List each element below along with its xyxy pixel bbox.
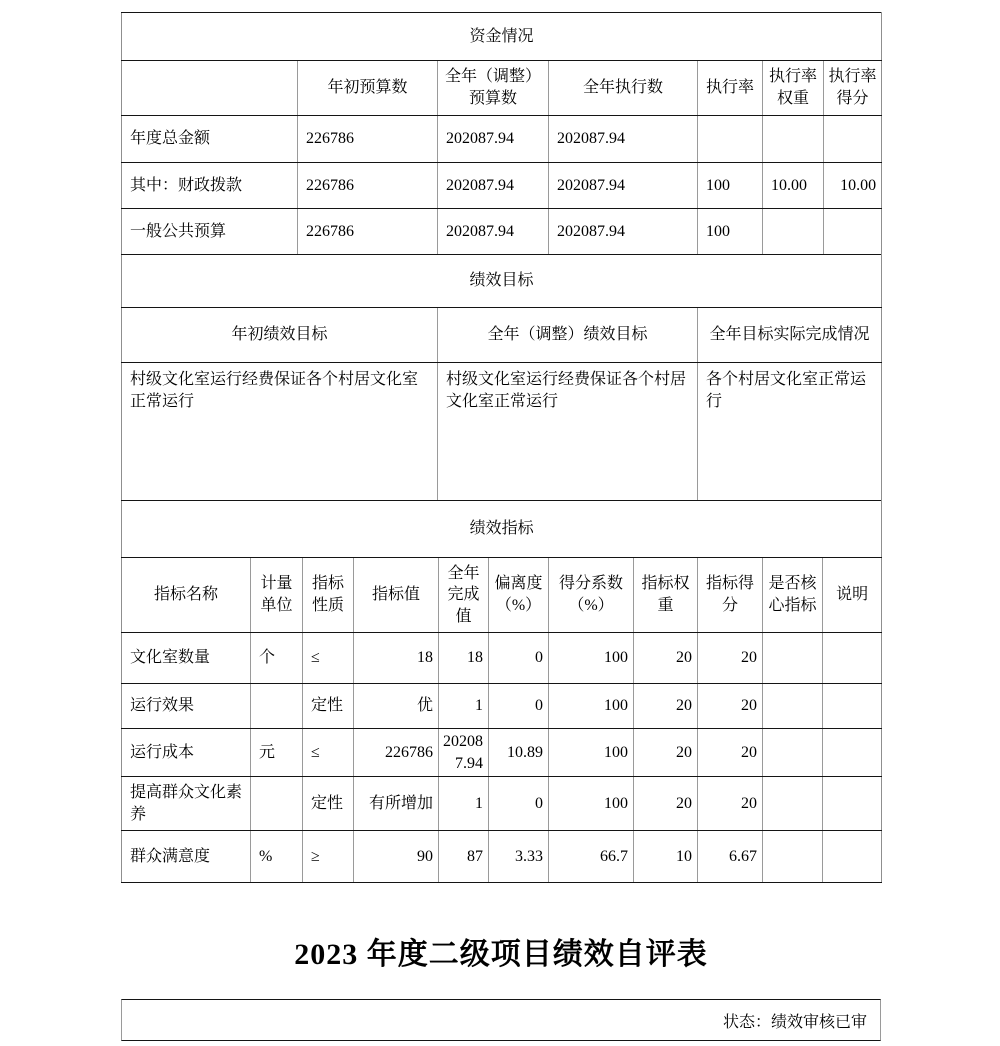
- indicator-row-public-satisfaction: [122, 831, 882, 883]
- cell: 20: [698, 633, 763, 684]
- funds-row-fiscal-allocation: [122, 163, 882, 209]
- cell: 100: [549, 633, 634, 684]
- funds-col-header-initial-budget: 年初预算数: [298, 61, 438, 116]
- funds-row-general-public-budget: [122, 209, 882, 255]
- row-label: 年度总金额: [122, 116, 298, 163]
- cell: [763, 116, 824, 163]
- cell: 100: [698, 209, 763, 255]
- cell: 10.89: [489, 729, 549, 777]
- cell: 226786: [298, 209, 438, 255]
- cell: 6.67: [698, 831, 763, 883]
- cell: [763, 729, 823, 777]
- ind-col-header-note: 说明: [823, 558, 882, 633]
- cell: 226786: [298, 163, 438, 209]
- cell: 18: [354, 633, 439, 684]
- cell: 87: [439, 831, 489, 883]
- cell: [824, 116, 882, 163]
- cell: 1: [439, 777, 489, 831]
- row-label: 提高群众文化素养: [122, 777, 251, 831]
- indicators-section-title-row: [122, 501, 882, 558]
- cell: [823, 729, 882, 777]
- cell: 个: [251, 633, 303, 684]
- cell: 20: [698, 777, 763, 831]
- ind-col-header-score-coef: 得分系数（%）: [549, 558, 634, 633]
- cell: ≤: [303, 633, 354, 684]
- funds-table: [121, 12, 882, 255]
- goals-section-title: 绩效目标: [122, 255, 882, 308]
- goals-content-row: [122, 363, 882, 501]
- cell: 定性: [303, 777, 354, 831]
- goals-col-header-actual: 全年目标实际完成情况: [698, 308, 882, 363]
- ind-col-header-deviation: 偏离度（%）: [489, 558, 549, 633]
- funds-col-header-exec-rate: 执行率: [698, 61, 763, 116]
- goal-actual-text: 各个村居文化室正常运行: [698, 363, 882, 501]
- status-bar: [121, 999, 881, 1041]
- cell: 有所增加: [354, 777, 439, 831]
- cell: 100: [698, 163, 763, 209]
- cell: 20: [634, 729, 698, 777]
- cell: 元: [251, 729, 303, 777]
- row-label: 运行效果: [122, 684, 251, 729]
- cell: [763, 831, 823, 883]
- indicator-row-operation-cost: [122, 729, 882, 777]
- cell: 3.33: [489, 831, 549, 883]
- indicators-table: [121, 500, 882, 883]
- funds-col-header-executed: 全年执行数: [549, 61, 698, 116]
- cell: [763, 209, 824, 255]
- row-label: 运行成本: [122, 729, 251, 777]
- cell: ≥: [303, 831, 354, 883]
- cell: [251, 684, 303, 729]
- goals-section-title-row: [122, 255, 882, 308]
- indicators-header-row: [122, 558, 882, 633]
- cell: [824, 209, 882, 255]
- cell: 202087.94: [549, 116, 698, 163]
- cell: 0: [489, 633, 549, 684]
- funds-section-title: 资金情况: [122, 13, 882, 61]
- ind-col-header-core: 是否核心指标: [763, 558, 823, 633]
- cell: 202087.94: [439, 729, 489, 777]
- row-label: 其中：财政拨款: [122, 163, 298, 209]
- cell: 定性: [303, 684, 354, 729]
- status-text: 状态：绩效审核已审: [722, 1013, 867, 1031]
- cell: 20: [634, 777, 698, 831]
- cell: [698, 116, 763, 163]
- cell: 优: [354, 684, 439, 729]
- funds-col-header-adjusted-budget: 全年（调整）预算数: [438, 61, 549, 116]
- cell: 1: [439, 684, 489, 729]
- indicators-section-title: 绩效指标: [122, 501, 882, 558]
- ind-col-header-score: 指标得分: [698, 558, 763, 633]
- cell: 10: [634, 831, 698, 883]
- goals-col-header-initial: 年初绩效目标: [122, 308, 438, 363]
- cell: 0: [489, 684, 549, 729]
- funds-col-header-exec-rate-score: 执行率得分: [824, 61, 882, 116]
- indicator-row-operation-effect: [122, 684, 882, 729]
- ind-col-header-unit: 计量单位: [251, 558, 303, 633]
- goals-table: [121, 254, 882, 501]
- ind-col-header-target: 指标值: [354, 558, 439, 633]
- cell: 0: [489, 777, 549, 831]
- indicator-row-cultural-literacy: [122, 777, 882, 831]
- ind-col-header-nature: 指标性质: [303, 558, 354, 633]
- cell: %: [251, 831, 303, 883]
- cell: [823, 777, 882, 831]
- row-label: 群众满意度: [122, 831, 251, 883]
- cell: [251, 777, 303, 831]
- goals-header-row: [122, 308, 882, 363]
- cell: 90: [354, 831, 439, 883]
- cell: ≤: [303, 729, 354, 777]
- goals-col-header-adjusted: 全年（调整）绩效目标: [438, 308, 698, 363]
- cell: 18: [439, 633, 489, 684]
- cell: 202087.94: [438, 116, 549, 163]
- cell: 202087.94: [438, 209, 549, 255]
- cell: 20: [698, 729, 763, 777]
- cell: [763, 633, 823, 684]
- cell: [823, 831, 882, 883]
- cell: 202087.94: [549, 209, 698, 255]
- ind-col-header-completed: 全年完成值: [439, 558, 489, 633]
- cell: [823, 684, 882, 729]
- cell: 202087.94: [549, 163, 698, 209]
- cell: 226786: [298, 116, 438, 163]
- cell: [763, 777, 823, 831]
- funds-col-header-exec-rate-weight: 执行率权重: [763, 61, 824, 116]
- indicator-row-culture-room-count: [122, 633, 882, 684]
- row-label: 一般公共预算: [122, 209, 298, 255]
- cell: 20: [634, 633, 698, 684]
- goal-adjusted-text: 村级文化室运行经费保证各个村居文化室正常运行: [438, 363, 698, 501]
- cell: 10.00: [763, 163, 824, 209]
- goal-initial-text: 村级文化室运行经费保证各个村居文化室正常运行: [122, 363, 438, 501]
- funds-header-row: [122, 61, 882, 116]
- cell: 100: [549, 684, 634, 729]
- cell: 10.00: [824, 163, 882, 209]
- cell: [823, 633, 882, 684]
- cell: 20: [698, 684, 763, 729]
- funds-section-title-row: [122, 13, 882, 61]
- cell: 100: [549, 777, 634, 831]
- funds-col-header-blank: [122, 61, 298, 116]
- cell: 100: [549, 729, 634, 777]
- page-title: 2023 年度二级项目绩效自评表: [294, 938, 708, 972]
- cell: 20: [634, 684, 698, 729]
- cell: [763, 684, 823, 729]
- cell: 66.7: [549, 831, 634, 883]
- ind-col-header-weight: 指标权重: [634, 558, 698, 633]
- cell: 226786: [354, 729, 439, 777]
- funds-row-annual-total: [122, 116, 882, 163]
- ind-col-header-name: 指标名称: [122, 558, 251, 633]
- cell: 202087.94: [438, 163, 549, 209]
- row-label: 文化室数量: [122, 633, 251, 684]
- self-evaluation-document: [121, 12, 881, 1041]
